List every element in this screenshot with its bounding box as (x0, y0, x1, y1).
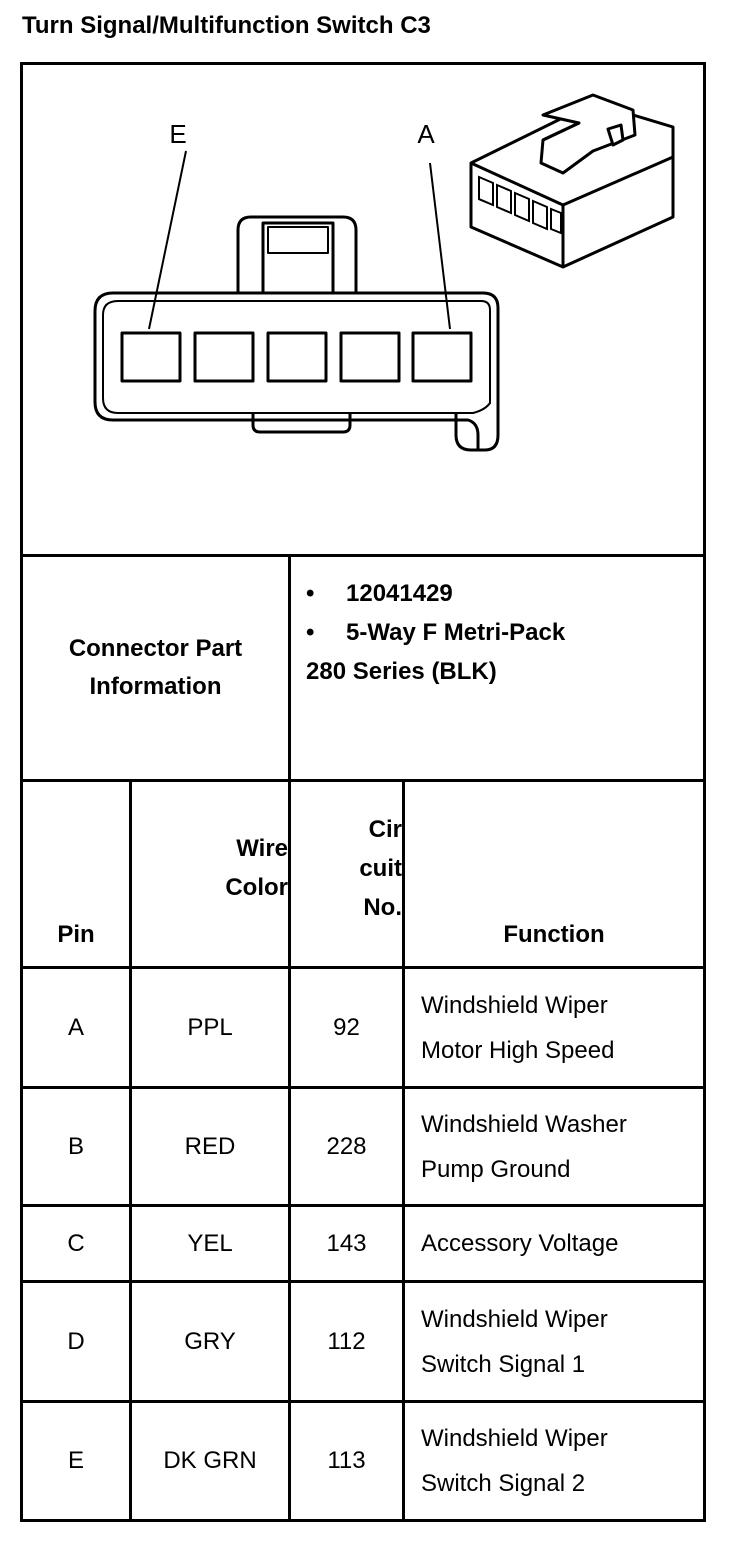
part-description-line1: 5-Way F Metri-Pack (346, 619, 566, 646)
connector-part-info-label: Connector Part Information (68, 635, 243, 700)
table-cell-function: Windshield Washer Pump Ground (421, 1110, 627, 1183)
table-cell-pin: B (67, 1132, 84, 1160)
column-header-pin: Pin (57, 921, 95, 948)
table-cell-color: DK GRN (163, 1447, 257, 1474)
cavity-c (268, 333, 326, 381)
leader-line-a (430, 163, 450, 329)
table-cell-function: Windshield Wiper Switch Signal 2 (421, 1425, 608, 1497)
cavity-label-e: E (169, 119, 187, 149)
cavity-b (341, 333, 399, 381)
table-cell-pin: C (67, 1229, 85, 1257)
column-header-circuit: Cir cuit No. (359, 815, 402, 921)
table-cell-function: Accessory Voltage (421, 1230, 619, 1257)
leader-line-e (149, 151, 186, 329)
connector-body (95, 293, 498, 450)
table-cell-pin: A (67, 1013, 84, 1041)
connector-diagram (23, 65, 703, 555)
table-cell-circuit: 112 (327, 1327, 366, 1355)
table-cell-color: GRY (184, 1327, 236, 1355)
bullet: • (306, 580, 315, 607)
table-cell-color: PPL (187, 1013, 233, 1041)
table-cell-circuit: 113 (327, 1447, 366, 1474)
cavity-d (195, 333, 253, 381)
divider (288, 554, 291, 782)
bullet: • (306, 619, 315, 646)
column-header-wire-color: Wire Color (225, 835, 288, 901)
part-description-line2: 280 Series (BLK) (306, 658, 497, 685)
table-cell-circuit: 92 (333, 1013, 360, 1041)
part-number: 12041429 (346, 580, 453, 607)
table-cell-function: Windshield Wiper Motor High Speed (421, 991, 615, 1064)
table-cell-color: RED (184, 1132, 236, 1160)
table-cell-pin: E (67, 1447, 84, 1474)
cavity-label-a: A (417, 119, 435, 149)
table-cell-circuit: 143 (326, 1229, 367, 1257)
cavity-e (122, 333, 180, 381)
connector-part-details (306, 574, 565, 691)
table-cell-pin: D (67, 1327, 85, 1355)
connector-latch (238, 217, 356, 293)
table-cell-color: YEL (187, 1229, 233, 1257)
table-cell-circuit: 228 (326, 1132, 367, 1160)
column-header-function: Function (503, 921, 605, 948)
cavity-a (413, 333, 471, 381)
table-cell-function: Windshield Wiper Switch Signal 1 (421, 1305, 608, 1378)
connector-isometric-view (471, 95, 673, 267)
page-title: Turn Signal/Multifunction Switch C3 (22, 12, 431, 39)
